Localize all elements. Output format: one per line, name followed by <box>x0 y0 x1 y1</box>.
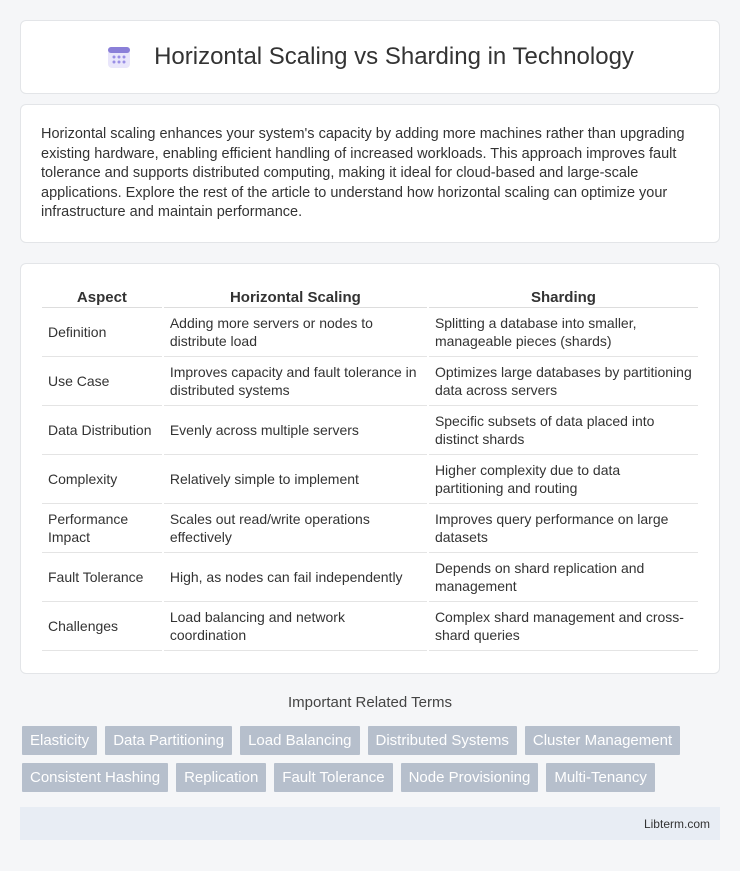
related-term-tag[interactable]: Data Partitioning <box>105 726 232 755</box>
table-row <box>42 308 698 357</box>
table-row <box>42 455 698 504</box>
table-cell-sharding: Optimizes large databases by partitioning data across servers <box>429 357 698 406</box>
related-term-tag[interactable]: Load Balancing <box>240 726 359 755</box>
table-cell-horizontal-scaling: High, as nodes can fail independently <box>164 553 427 602</box>
title-card <box>20 20 720 94</box>
column-header-aspect: Aspect <box>42 284 162 308</box>
table-cell-aspect: Data Distribution <box>42 406 162 455</box>
table-cell-sharding: Improves query performance on large datasets <box>429 504 698 553</box>
table-cell-sharding: Specific subsets of data placed into distinct shards <box>429 406 698 455</box>
related-term-tag[interactable]: Consistent Hashing <box>22 763 168 792</box>
comparison-table-card <box>20 263 720 674</box>
related-term-tag[interactable]: Multi-Tenancy <box>546 763 655 792</box>
related-term-tag[interactable]: Node Provisioning <box>401 763 539 792</box>
table-cell-horizontal-scaling: Load balancing and network coordination <box>164 602 427 651</box>
table-cell-sharding: Depends on shard replication and management <box>429 553 698 602</box>
related-term-tag[interactable]: Distributed Systems <box>368 726 517 755</box>
table-cell-aspect: Performance Impact <box>42 504 162 553</box>
table-cell-horizontal-scaling: Adding more servers or nodes to distribute load <box>164 308 427 357</box>
table-cell-sharding: Higher complexity due to data partitioning and routing <box>429 455 698 504</box>
column-header-sharding: Sharding <box>429 284 698 308</box>
comparison-table <box>40 284 700 651</box>
table-row <box>42 406 698 455</box>
table-cell-horizontal-scaling: Relatively simple to implement <box>164 455 427 504</box>
related-term-tag[interactable]: Replication <box>176 763 266 792</box>
related-term-tag[interactable]: Cluster Management <box>525 726 680 755</box>
table-row <box>42 504 698 553</box>
intro-card <box>20 104 720 243</box>
table-row <box>42 602 698 651</box>
related-term-tag[interactable]: Elasticity <box>22 726 97 755</box>
table-cell-horizontal-scaling: Evenly across multiple servers <box>164 406 427 455</box>
table-cell-aspect: Definition <box>42 308 162 357</box>
table-cell-aspect: Fault Tolerance <box>42 553 162 602</box>
calendar-grid-icon <box>106 44 132 70</box>
footer-brand-link[interactable]: Libterm.com <box>643 816 710 831</box>
table-cell-aspect: Complexity <box>42 455 162 504</box>
table-cell-horizontal-scaling: Improves capacity and fault tolerance in distributed systems <box>164 357 427 406</box>
page-title: Horizontal Scaling vs Sharding in Technology <box>154 43 634 70</box>
table-header-row <box>42 284 698 308</box>
column-header-horizontal-scaling: Horizontal Scaling <box>164 284 427 308</box>
table-cell-aspect: Challenges <box>42 602 162 651</box>
table-cell-sharding: Complex shard management and cross-shard queries <box>429 602 698 651</box>
table-cell-sharding: Splitting a database into smaller, manageable pieces (shards) <box>429 308 698 357</box>
related-term-tag[interactable]: Fault Tolerance <box>274 763 392 792</box>
related-terms-list <box>22 726 722 792</box>
table-cell-aspect: Use Case <box>42 357 162 406</box>
footer <box>20 807 720 840</box>
table-cell-horizontal-scaling: Scales out read/write operations effectively <box>164 504 427 553</box>
intro-paragraph: Horizontal scaling enhances your system's capacity by adding more machines rather than upgrading existing hardware, enabling efficient handling of increased workloads. This approach improves fault tolerance and supports distributed computing, making it ideal for cloud-based and large-scale applications. Explore the rest of the article to understand how horizontal scaling can optimize your infrastructure and maintain performance. <box>41 126 685 220</box>
table-row <box>42 553 698 602</box>
related-terms-heading: Important Related Terms <box>288 694 452 711</box>
table-row <box>42 357 698 406</box>
